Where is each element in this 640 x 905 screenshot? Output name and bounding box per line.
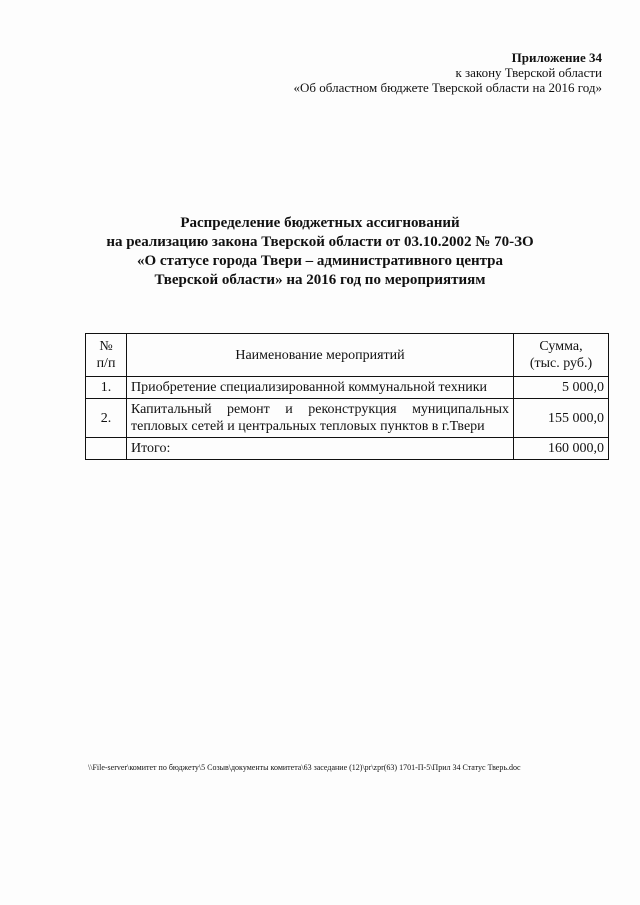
- file-path-footer: \\File-server\комитет по бюджету\5 Созыв\документы комитета\63 заседание (12)\pr\zpr(63) 1701-П-5\Прил 34 Статус Тверь.doc: [88, 763, 521, 772]
- row-amount: 5 000,0: [514, 377, 609, 399]
- table-header-row: [86, 334, 609, 377]
- table-row: [86, 399, 609, 438]
- column-header-number-line1: №: [99, 339, 113, 354]
- title-line-1: Распределение бюджетных ассигнований: [180, 215, 460, 231]
- row-number: 2.: [86, 399, 127, 438]
- appendix-number: Приложение 34: [511, 50, 602, 65]
- title-line-4: Тверской области» на 2016 год по мероприятиям: [154, 272, 486, 288]
- appendix-law-title: «Об областном бюджете Тверской области на 2016 год»: [293, 80, 602, 95]
- title-line-2: на реализацию закона Тверской области от 03.10.2002 № 70-ЗО: [106, 234, 534, 250]
- column-header-amount: [514, 334, 609, 377]
- appendix-law-ref: к закону Тверской области: [455, 65, 602, 80]
- column-header-number-line2: п/п: [96, 356, 116, 371]
- row-name: Капитальный ремонт и реконструкция муниципальных тепловых сетей и центральных тепловых пунктов в г.Твери: [127, 399, 514, 438]
- total-amount: 160 000,0: [514, 438, 609, 460]
- row-number: 1.: [86, 377, 127, 399]
- table-total-row: [86, 438, 609, 460]
- table-row: [86, 377, 609, 399]
- column-header-amount-line2: (тыс. руб.): [529, 356, 593, 371]
- document-title: [60, 214, 580, 290]
- total-number-empty: [86, 438, 127, 460]
- total-label: Итого:: [127, 438, 514, 460]
- column-header-amount-line1: Сумма,: [539, 339, 583, 354]
- row-name: Приобретение специализированной коммунальной техники: [127, 377, 514, 399]
- title-line-3: «О статусе города Твери – административного центра: [136, 253, 504, 269]
- budget-table: [85, 333, 609, 460]
- column-header-number: [86, 334, 127, 377]
- column-header-name: Наименование мероприятий: [127, 334, 514, 377]
- appendix-header: [294, 50, 602, 95]
- row-amount: 155 000,0: [514, 399, 609, 438]
